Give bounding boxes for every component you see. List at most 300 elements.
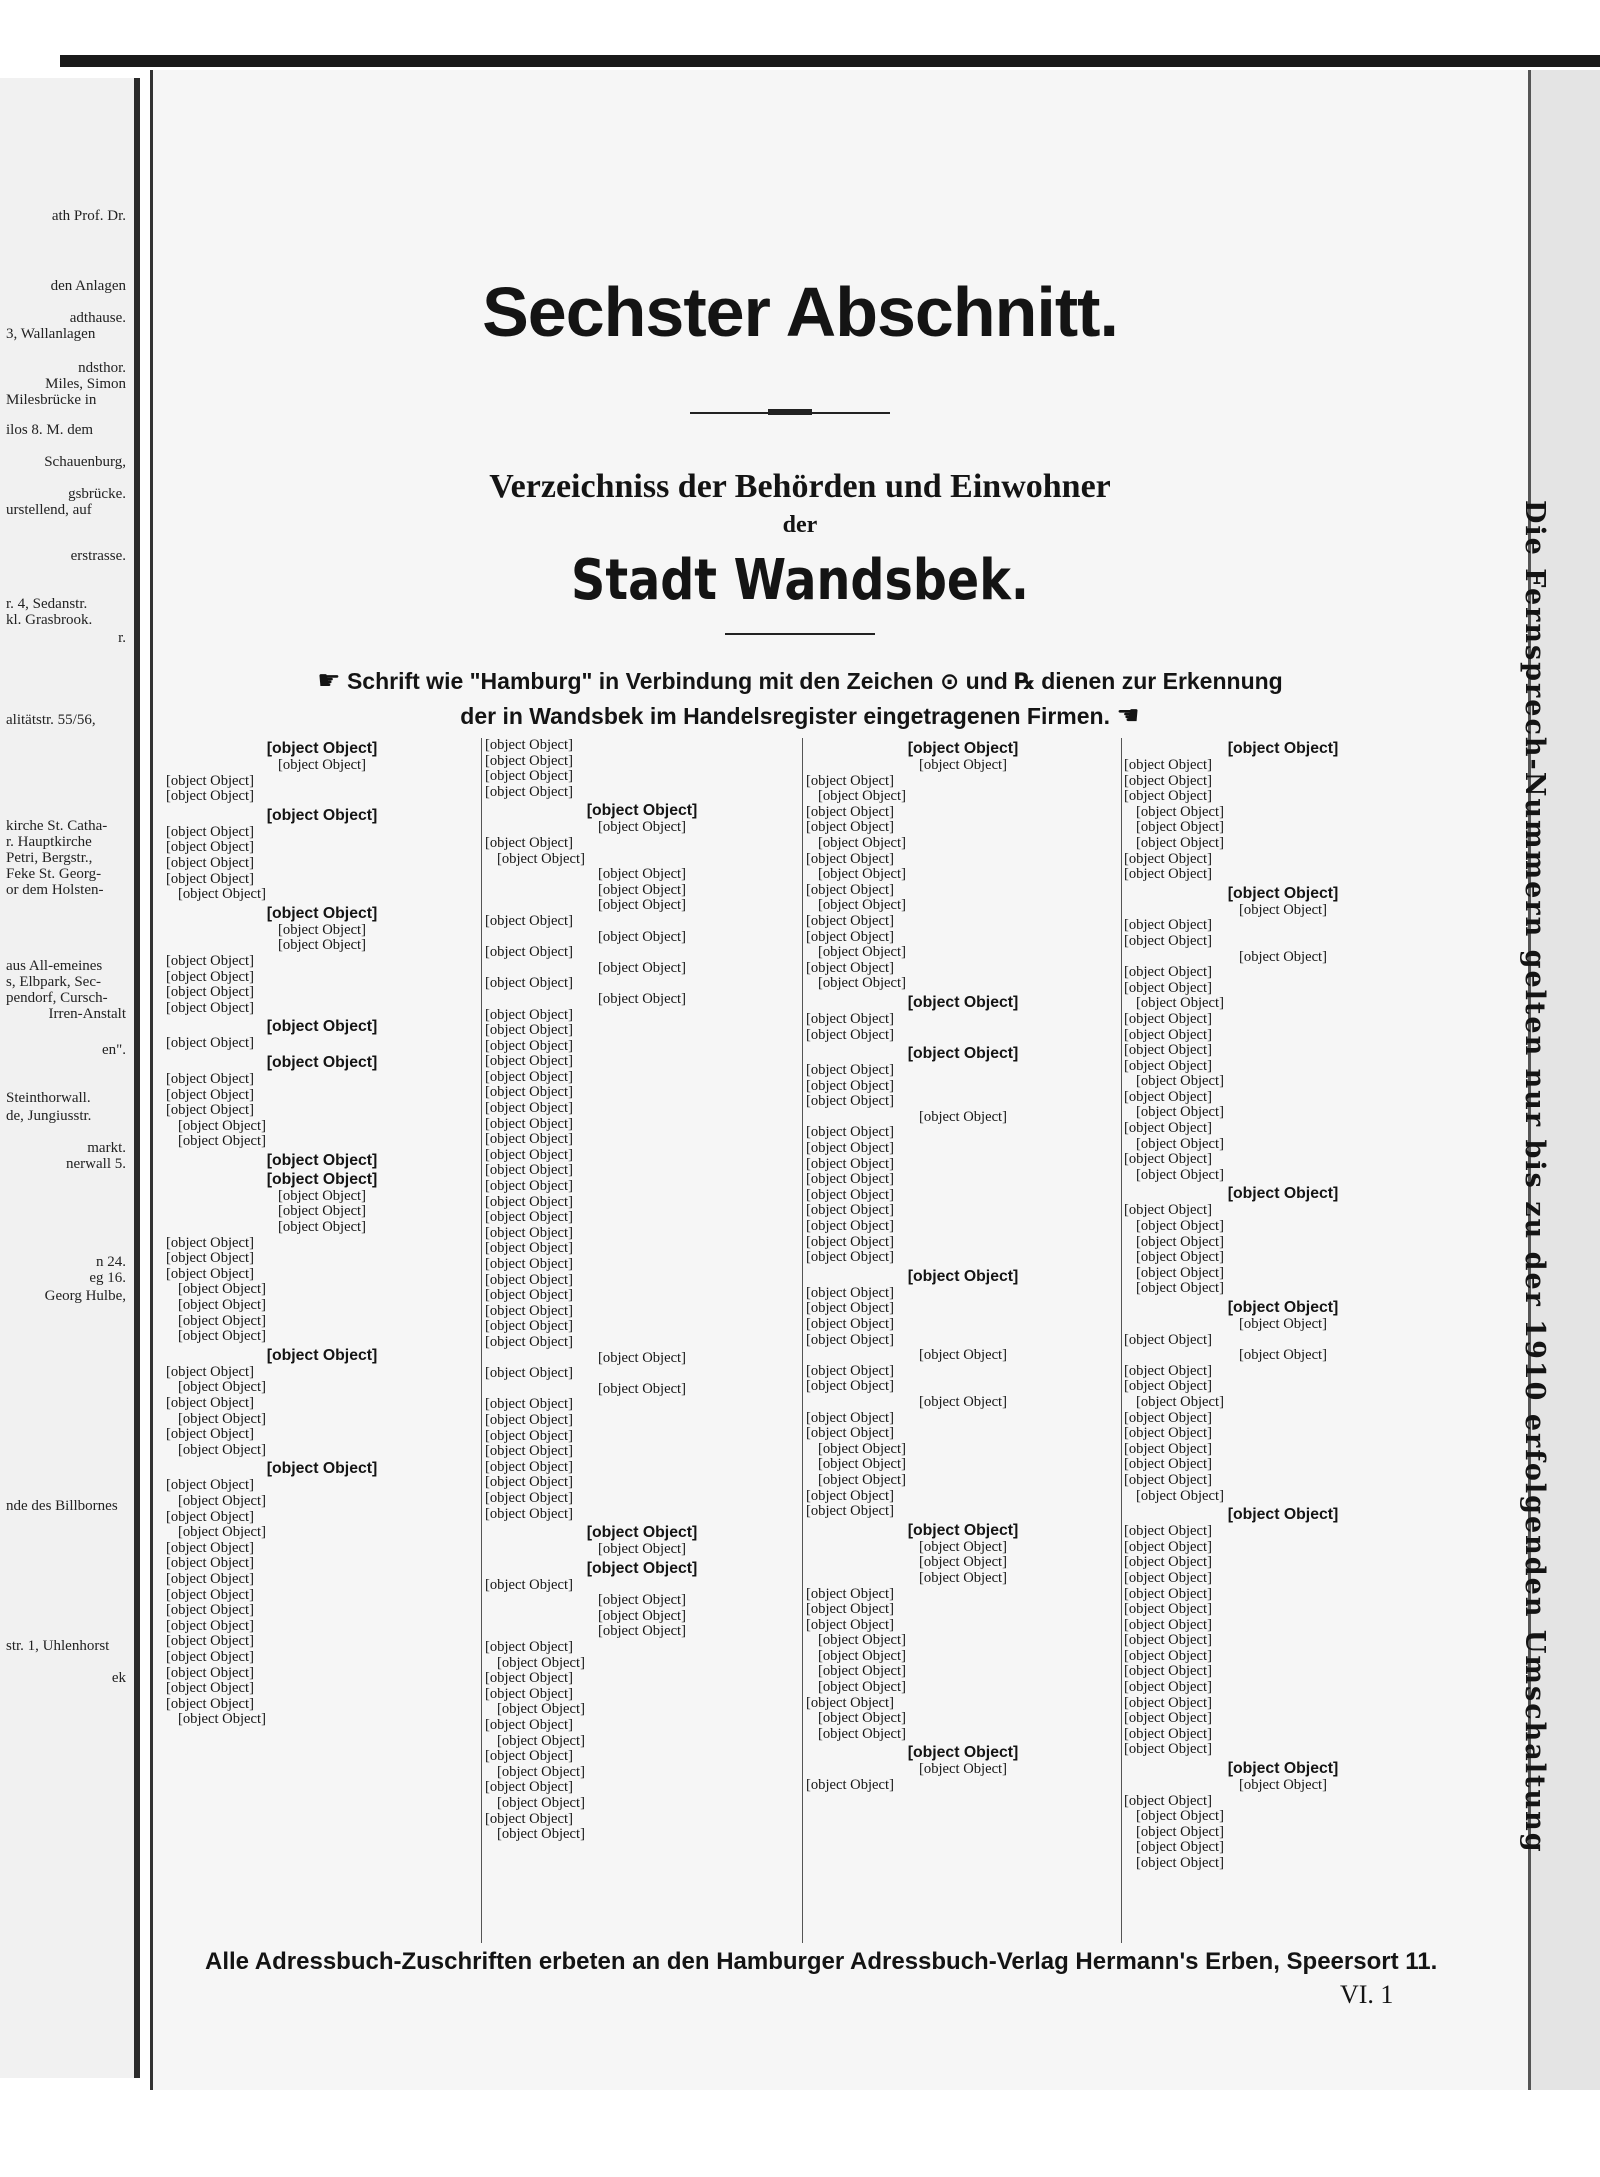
subtitle-connector: der: [782, 512, 818, 538]
entry-line: [object Object]: [485, 1101, 573, 1117]
entry-line: [object Object]: [166, 1681, 254, 1697]
entry-line: [object Object]: [806, 1094, 894, 1110]
entry-line: [object Object]: [485, 1132, 573, 1148]
entry-continuation: [object Object]: [178, 1329, 266, 1345]
entry-line: [object Object]: [485, 1780, 573, 1796]
centered-line: [object Object]: [919, 1347, 1007, 1364]
margin-line: Irren-Anstalt: [48, 1006, 126, 1022]
entry-continuation: [object Object]: [1136, 1219, 1224, 1235]
margin-line: urstellend, auf: [6, 502, 92, 518]
entry-continuation: [object Object]: [818, 1680, 906, 1696]
centered-line: [object Object]: [598, 1541, 686, 1558]
centered-line: [object Object]: [1239, 901, 1327, 918]
entry-continuation: [object Object]: [178, 887, 266, 903]
entry-line: [object Object]: [485, 1671, 573, 1687]
centered-line: [object Object]: [919, 1108, 1007, 1125]
entry-line: [object Object]: [485, 976, 573, 992]
entry-line: [object Object]: [166, 1251, 254, 1267]
entry-line: [object Object]: [1124, 851, 1212, 867]
entry-line: [object Object]: [1124, 1617, 1212, 1633]
entry-continuation: [object Object]: [1136, 820, 1224, 836]
entry-line: [object Object]: [806, 960, 894, 976]
entry-line: [object Object]: [1124, 965, 1212, 981]
entry-line: [object Object]: [806, 1250, 894, 1266]
entry-line: [object Object]: [1124, 1539, 1212, 1555]
entry-line: [object Object]: [166, 789, 254, 805]
entry-line: [object Object]: [1124, 1633, 1212, 1649]
centered-line: [object Object]: [278, 937, 366, 954]
entry-continuation: [object Object]: [1136, 1281, 1224, 1297]
entry-line: [object Object]: [1124, 1555, 1212, 1571]
entry-line: [object Object]: [485, 1085, 573, 1101]
entry-continuation: [object Object]: [178, 1282, 266, 1298]
entry-line: [object Object]: [485, 1007, 573, 1023]
entry-line: [object Object]: [1124, 1472, 1212, 1488]
entry-line: [object Object]: [485, 753, 573, 769]
entry-line: [object Object]: [1124, 1586, 1212, 1602]
entry-continuation: [object Object]: [1136, 1265, 1224, 1281]
column-4: [1124, 738, 1442, 1872]
entry-line: [object Object]: [485, 1749, 573, 1765]
pointing-hand-left-icon: ☛: [317, 665, 341, 695]
entry-line: [object Object]: [485, 1069, 573, 1085]
entry-line: [object Object]: [485, 1718, 573, 1734]
entry-line: [object Object]: [485, 1194, 573, 1210]
margin-line: or dem Holsten-: [6, 882, 104, 898]
entry-line: [object Object]: [806, 1203, 894, 1219]
entry-line: [object Object]: [1124, 1027, 1212, 1043]
entry-line: [object Object]: [1124, 1379, 1212, 1395]
entry-continuation: [object Object]: [1136, 1136, 1224, 1152]
section-heading: [object Object]: [1227, 1299, 1339, 1316]
page-gutter: [134, 78, 140, 2078]
centered-line: [object Object]: [1239, 1777, 1327, 1794]
entry-line: [object Object]: [166, 1266, 254, 1282]
entry-line: [object Object]: [806, 1063, 894, 1079]
entry-continuation: [object Object]: [818, 976, 906, 992]
entry-line: [object Object]: [166, 1571, 254, 1587]
margin-line: Miles, Simon: [45, 376, 126, 392]
entry-line: [object Object]: [485, 769, 573, 785]
margin-line: Schauenburg,: [44, 454, 126, 470]
section-heading: [object Object]: [1227, 1760, 1339, 1778]
entry-line: [object Object]: [485, 1334, 573, 1350]
entry-continuation: [object Object]: [818, 1633, 906, 1649]
entry-continuation: [object Object]: [1136, 1105, 1224, 1121]
entry-continuation: [object Object]: [818, 945, 906, 961]
entry-line: [object Object]: [485, 1428, 573, 1444]
margin-line: n 24.: [96, 1254, 126, 1270]
entry-line: [object Object]: [806, 804, 894, 820]
section-heading: [object Object]: [266, 1170, 378, 1188]
entry-continuation: [object Object]: [1136, 1394, 1224, 1410]
entry-line: [object Object]: [1124, 1121, 1212, 1137]
entry-line: [object Object]: [806, 1778, 894, 1794]
margin-line: erstrasse.: [70, 548, 126, 564]
entry-line: [object Object]: [485, 1038, 573, 1054]
entry-line: [object Object]: [1124, 1441, 1212, 1457]
centered-line: [object Object]: [278, 1219, 366, 1236]
entry-line: [object Object]: [1124, 773, 1212, 789]
entry-line: [object Object]: [166, 773, 254, 789]
section-heading: [object Object]: [907, 1521, 1019, 1539]
entry-line: [object Object]: [806, 1011, 894, 1027]
entry-line: [object Object]: [806, 913, 894, 929]
centered-line: [object Object]: [598, 1380, 686, 1397]
entry-continuation: [object Object]: [178, 1380, 266, 1396]
entry-line: [object Object]: [806, 1379, 894, 1395]
entry-continuation: [object Object]: [1136, 1250, 1224, 1266]
entry-line: [object Object]: [166, 1649, 254, 1665]
entry-continuation: [object Object]: [497, 1827, 585, 1843]
entry-continuation: [object Object]: [818, 1726, 906, 1742]
entry-line: [object Object]: [485, 1147, 573, 1163]
centered-line: [object Object]: [278, 1203, 366, 1220]
entry-line: [object Object]: [806, 1219, 894, 1235]
entry-continuation: [object Object]: [818, 1472, 906, 1488]
centered-line: [object Object]: [278, 921, 366, 938]
centered-line: [object Object]: [598, 959, 686, 976]
entry-line: [object Object]: [806, 1586, 894, 1602]
entry-line: [object Object]: [1124, 758, 1212, 773]
entry-line: [object Object]: [806, 1332, 894, 1348]
entry-line: [object Object]: [1124, 1680, 1212, 1696]
margin-line: alitätstr. 55/56,: [6, 712, 96, 728]
entry-line: [object Object]: [1124, 1711, 1212, 1727]
entry-line: [object Object]: [806, 1317, 894, 1332]
entry-line: [object Object]: [806, 1285, 894, 1301]
entry-line: [object Object]: [485, 1288, 573, 1304]
entry-line: [object Object]: [166, 1087, 254, 1103]
entry-line: [object Object]: [1124, 1363, 1212, 1379]
margin-line: ilos 8. M. dem: [6, 422, 94, 438]
entry-line: [object Object]: [806, 1027, 894, 1043]
centered-line: [object Object]: [598, 819, 686, 836]
margin-line: Georg Hulbe,: [44, 1288, 126, 1304]
entry-line: [object Object]: [485, 1241, 573, 1257]
entry-line: [object Object]: [485, 784, 573, 800]
entry-line: [object Object]: [166, 1103, 254, 1119]
entry-line: [object Object]: [166, 1696, 254, 1712]
centered-line: [object Object]: [919, 1761, 1007, 1778]
section-heading: [object Object]: [907, 1744, 1019, 1762]
centered-line: [object Object]: [598, 928, 686, 945]
entry-line: [object Object]: [1124, 1011, 1212, 1027]
margin-line: en".: [101, 1042, 126, 1058]
entry-line: [object Object]: [806, 1410, 894, 1426]
entry-line: [object Object]: [485, 1054, 573, 1070]
entry-line: [object Object]: [166, 1071, 254, 1087]
entry-line: [object Object]: [806, 1617, 894, 1633]
entry-continuation: [object Object]: [178, 1411, 266, 1427]
margin-line: pendorf, Cursch-: [6, 990, 108, 1006]
entry-line: [object Object]: [1124, 1043, 1212, 1059]
pointing-hand-right-icon: ☚: [1116, 700, 1140, 730]
section-heading: [object Object]: [266, 1018, 378, 1036]
entry-line: [object Object]: [1124, 1410, 1212, 1426]
entry-line: [object Object]: [166, 1603, 254, 1619]
centered-line: [object Object]: [278, 1187, 366, 1204]
entry-line: [object Object]: [166, 1587, 254, 1603]
section-heading: [object Object]: [907, 1045, 1019, 1063]
entry-continuation: [object Object]: [1136, 1234, 1224, 1250]
margin-line: kirche St. Catha-: [6, 818, 108, 834]
entry-line: [object Object]: [806, 1363, 894, 1379]
entry-line: [object Object]: [485, 1444, 573, 1460]
entry-line: [object Object]: [485, 1397, 573, 1413]
entry-line: [object Object]: [806, 851, 894, 867]
entry-continuation: [object Object]: [178, 1442, 266, 1458]
entry-continuation: [object Object]: [818, 1457, 906, 1473]
entry-line: [object Object]: [1124, 1524, 1212, 1540]
entry-continuation: [object Object]: [497, 851, 585, 867]
entry-line: [object Object]: [166, 1634, 254, 1650]
entry-line: [object Object]: [1124, 1457, 1212, 1473]
section-heading: [object Object]: [907, 993, 1019, 1011]
margin-line: den Anlagen: [50, 278, 126, 294]
entry-line: [object Object]: [1124, 1203, 1212, 1219]
entry-line: [object Object]: [485, 913, 573, 929]
entry-line: [object Object]: [166, 1427, 254, 1443]
entry-line: [object Object]: [1124, 980, 1212, 996]
entry-continuation: [object Object]: [1136, 996, 1224, 1012]
section-subtitle: Verzeichniss der Behörden und Einwohner: [489, 468, 1111, 505]
entry-line: [object Object]: [1124, 1726, 1212, 1742]
section-heading: [object Object]: [1227, 1185, 1339, 1203]
entry-line: [object Object]: [806, 1426, 894, 1442]
margin-line: 3, Wallanlagen: [6, 326, 96, 342]
entry-line: [object Object]: [806, 1156, 894, 1172]
margin-line: s, Elbpark, Sec-: [6, 974, 101, 990]
column-divider: [802, 738, 803, 1943]
entry-line: [object Object]: [806, 1141, 894, 1157]
margin-line: Milesbrücke in: [6, 392, 97, 408]
column-1: [166, 738, 478, 1728]
entry-continuation: [object Object]: [1136, 804, 1224, 820]
centered-line: [object Object]: [598, 881, 686, 898]
margin-line: ek: [111, 1670, 126, 1686]
entry-line: [object Object]: [166, 1540, 254, 1556]
entry-continuation: [object Object]: [497, 1764, 585, 1780]
entry-line: [object Object]: [485, 1210, 573, 1226]
entry-line: [object Object]: [166, 1396, 254, 1411]
entry-line: [object Object]: [485, 1319, 573, 1335]
entry-line: [object Object]: [166, 953, 254, 969]
margin-line: de, Jungiusstr.: [6, 1108, 92, 1124]
centered-line: [object Object]: [598, 990, 686, 1007]
entry-continuation: [object Object]: [1136, 1167, 1224, 1183]
entry-line: [object Object]: [806, 820, 894, 836]
section-title: Sechster Abschnitt.: [482, 273, 1118, 351]
entry-line: [object Object]: [1124, 1089, 1212, 1105]
column-2: [485, 738, 799, 1843]
margin-line: Feke St. Georg-: [6, 866, 102, 882]
entry-line: [object Object]: [806, 1301, 894, 1317]
entry-line: [object Object]: [1124, 867, 1212, 883]
entry-line: [object Object]: [166, 1000, 254, 1016]
entry-line: [object Object]: [166, 1665, 254, 1681]
margin-line: Petri, Bergstr.,: [6, 850, 93, 866]
entry-line: [object Object]: [166, 1478, 254, 1494]
entry-line: [object Object]: [806, 1234, 894, 1250]
entry-continuation: [object Object]: [1136, 1840, 1224, 1856]
section-heading: [object Object]: [586, 1559, 698, 1577]
entry-line: [object Object]: [485, 1811, 573, 1827]
section-heading: [object Object]: [1227, 740, 1339, 757]
margin-line: eg 16.: [89, 1270, 126, 1286]
entry-line: [object Object]: [166, 855, 254, 871]
entry-line: [object Object]: [485, 1475, 573, 1491]
centered-line: [object Object]: [919, 1554, 1007, 1571]
section-heading: [object Object]: [266, 1151, 378, 1169]
centered-line: [object Object]: [919, 757, 1007, 773]
entry-continuation: [object Object]: [178, 1298, 266, 1314]
entry-line: [object Object]: [166, 871, 254, 887]
section-heading: [object Object]: [266, 1346, 378, 1364]
entry-line: [object Object]: [1124, 1742, 1212, 1758]
entry-line: [object Object]: [166, 969, 254, 985]
entry-continuation: [object Object]: [818, 1711, 906, 1727]
entry-line: [object Object]: [485, 1272, 573, 1288]
entry-line: [object Object]: [1124, 1058, 1212, 1074]
top-border: [60, 55, 1600, 67]
centered-line: [object Object]: [598, 1349, 686, 1366]
entry-line: [object Object]: [166, 1556, 254, 1572]
entry-line: [object Object]: [806, 929, 894, 945]
entry-line: [object Object]: [485, 1686, 573, 1702]
entry-continuation: [object Object]: [1136, 1856, 1224, 1871]
entry-continuation: [object Object]: [1136, 835, 1224, 851]
section-heading: [object Object]: [266, 904, 378, 922]
entry-line: [object Object]: [806, 1172, 894, 1188]
entry-line: [object Object]: [485, 1303, 573, 1319]
entry-line: [object Object]: [485, 1459, 573, 1475]
entry-line: [object Object]: [485, 1023, 573, 1039]
entry-continuation: [object Object]: [497, 1702, 585, 1718]
entry-line: [object Object]: [485, 1257, 573, 1272]
centered-line: [object Object]: [598, 897, 686, 914]
entry-continuation: [object Object]: [818, 835, 906, 851]
margin-line: nerwall 5.: [66, 1156, 126, 1172]
entry-line: [object Object]: [485, 1163, 573, 1179]
margin-line: gsbrücke.: [68, 486, 126, 502]
section-heading: [object Object]: [266, 806, 378, 824]
column-divider: [481, 738, 482, 1943]
entry-line: [object Object]: [806, 882, 894, 898]
centered-line: [object Object]: [919, 1569, 1007, 1586]
entry-continuation: [object Object]: [497, 1655, 585, 1671]
section-heading: [object Object]: [907, 740, 1019, 757]
centered-line: [object Object]: [598, 866, 686, 883]
entry-continuation: [object Object]: [818, 1648, 906, 1664]
entry-continuation: [object Object]: [818, 867, 906, 883]
margin-line: r. Hauptkirche: [6, 834, 92, 850]
entry-continuation: [object Object]: [1136, 1074, 1224, 1090]
margin-line: nde des Billbornes: [6, 1498, 118, 1514]
section-heading: [object Object]: [1227, 884, 1339, 902]
entry-continuation: [object Object]: [178, 1313, 266, 1329]
entry-line: [object Object]: [485, 835, 573, 851]
notice-line-2: der in Wandsbek im Handelsregister eingetragenen Firmen.: [460, 703, 1110, 729]
centered-line: [object Object]: [919, 1393, 1007, 1410]
entry-continuation: [object Object]: [178, 1712, 266, 1728]
margin-line: aus All-emeines: [6, 958, 103, 974]
entry-line: [object Object]: [485, 1640, 573, 1656]
centered-line: [object Object]: [1239, 1316, 1327, 1332]
entry-continuation: [object Object]: [818, 898, 906, 914]
entry-line: [object Object]: [806, 1078, 894, 1094]
entry-line: [object Object]: [485, 1179, 573, 1195]
page-number: VI. 1: [1340, 1980, 1394, 2009]
city-rule: [725, 633, 875, 635]
entry-line: [object Object]: [166, 1509, 254, 1525]
entry-line: [object Object]: [1124, 1793, 1212, 1809]
entry-continuation: [object Object]: [818, 789, 906, 805]
entry-continuation: [object Object]: [178, 1118, 266, 1134]
entry-continuation: [object Object]: [178, 1525, 266, 1541]
entry-continuation: [object Object]: [818, 1441, 906, 1457]
column-3: [806, 738, 1120, 1794]
entry-line: [object Object]: [806, 1504, 894, 1520]
margin-line: r. 4, Sedanstr.: [6, 596, 88, 612]
section-heading: [object Object]: [586, 1524, 698, 1542]
entry-line: [object Object]: [1124, 1648, 1212, 1664]
footer-notice: Alle Adressbuch-Zuschriften erbeten an den Hamburger Adressbuch-Verlag Hermann's Erben, Speersort 11.: [205, 1948, 1438, 1975]
entry-line: [object Object]: [806, 773, 894, 789]
entry-line: [object Object]: [485, 738, 573, 753]
section-heading: [object Object]: [1227, 1506, 1339, 1524]
entry-continuation: [object Object]: [178, 1134, 266, 1150]
entry-line: [object Object]: [1124, 1426, 1212, 1442]
entry-line: [object Object]: [1124, 1664, 1212, 1680]
entry-continuation: [object Object]: [818, 1664, 906, 1680]
entry-line: [object Object]: [1124, 933, 1212, 949]
margin-line: adthause.: [69, 310, 126, 326]
entry-line: [object Object]: [166, 824, 254, 840]
section-heading: [object Object]: [266, 740, 378, 757]
entry-line: [object Object]: [485, 945, 573, 961]
notice-line-1: Schrift wie "Hamburg" in Verbindung mit den Zeichen ⊙ und ℞ dienen zur Erkennung: [346, 668, 1283, 694]
margin-line: kl. Grasbrook.: [6, 612, 93, 628]
city-title: Stadt Wandsbek.: [571, 548, 1029, 613]
entry-continuation: [object Object]: [497, 1796, 585, 1811]
column-divider: [1121, 738, 1122, 1943]
vertical-notice: Die Fernsprech-Nummern gelten nur bis zu der 1910 erfolgenden Umschaltung: [1519, 500, 1550, 1854]
entry-line: [object Object]: [1124, 1602, 1212, 1618]
margin-line: Steinthorwall.: [6, 1090, 91, 1106]
entry-continuation: [object Object]: [497, 1733, 585, 1749]
previous-page-strip: [0, 78, 140, 2078]
entry-line: [object Object]: [166, 1364, 254, 1380]
entry-line: [object Object]: [806, 1602, 894, 1618]
entry-line: [object Object]: [806, 1488, 894, 1504]
margin-line: markt.: [87, 1140, 126, 1156]
entry-line: [object Object]: [166, 1618, 254, 1634]
centered-line: [object Object]: [278, 757, 366, 773]
margin-line: r.: [118, 630, 126, 646]
centered-line: [object Object]: [1239, 948, 1327, 965]
entry-line: [object Object]: [1124, 1152, 1212, 1168]
entry-line: [object Object]: [485, 1116, 573, 1132]
margin-line: str. 1, Uhlenhorst: [6, 1638, 110, 1654]
entry-continuation: [object Object]: [1136, 1809, 1224, 1825]
centered-line: [object Object]: [1239, 1347, 1327, 1364]
entry-line: [object Object]: [1124, 1695, 1212, 1711]
entry-line: [object Object]: [806, 1187, 894, 1203]
entry-line: [object Object]: [166, 985, 254, 1001]
entry-line: [object Object]: [485, 1490, 573, 1506]
section-heading: [object Object]: [266, 1460, 378, 1478]
